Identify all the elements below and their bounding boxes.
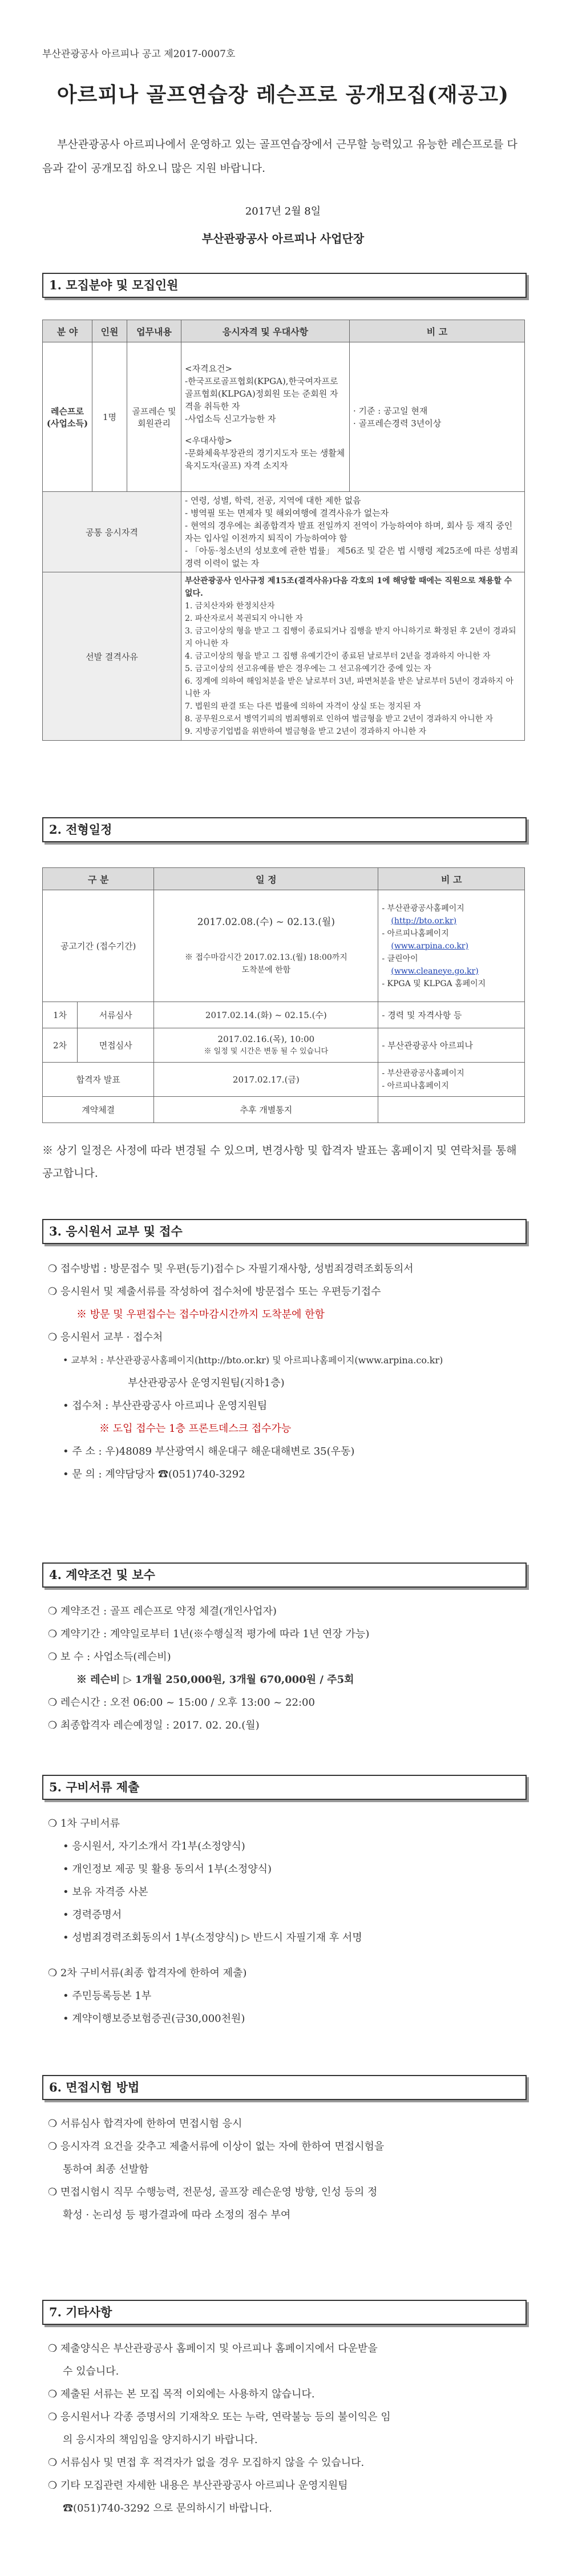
qualification-line: <자격요건> xyxy=(185,363,233,374)
schedule-footnote: ※ 상기 일정은 사정에 따라 변경될 수 있으며, 변경사항 및 합격자 발표는 홈페이지 및 연락처를 통해 공고합니다. xyxy=(42,1144,517,1180)
section-heading-documents: 5. 구비서류 제출 xyxy=(42,1775,527,1800)
table-row xyxy=(43,1097,525,1123)
qualification-line: <우대사항> xyxy=(185,435,233,446)
remark-line: - 아르피나홈페이지 xyxy=(382,928,449,938)
table-row xyxy=(43,342,525,492)
list-item: ❍ 2차 구비서류(최종 합격자에 한하여 제출) xyxy=(48,1967,247,1979)
remark-cell xyxy=(350,342,525,492)
schedule-date-cell xyxy=(154,890,378,1002)
list-item: • 문 의 : 계약담당자 ☎(051)740-3292 xyxy=(63,1468,245,1480)
section-heading-schedule: 2. 전형일정 xyxy=(42,817,527,842)
section-heading-application: 3. 응시원서 교부 및 접수 xyxy=(42,1219,527,1244)
common-qual-line: - 현역의 경우에는 최종합격자 발표 전일까지 전역이 가능하여야 하며, 회사 등 재직 중인 자는 입사일 이전까지 퇴직이 가능하여야 함 xyxy=(185,520,513,543)
recruitment-table xyxy=(42,320,525,741)
schedule-date-cell xyxy=(154,1028,378,1063)
remark-line: - 클린아이 xyxy=(382,954,418,963)
table-row xyxy=(43,492,525,572)
homepage-link[interactable]: (www.arpina.co.kr) xyxy=(391,941,468,951)
list-item: ❍ 서류심사 합격자에 한하여 면접시험 응시 xyxy=(48,2118,242,2130)
schedule-table xyxy=(42,867,525,1123)
list-item: ❍ 제출된 서류는 본 모집 목적 이외에는 사용하지 않습니다. xyxy=(48,2388,315,2400)
schedule-date: 2017.02.08.(수) ~ 02.13.(월) xyxy=(197,916,335,928)
list-item: • 접수처 : 부산관광공사 아르피나 운영지원팀 xyxy=(63,1400,268,1412)
schedule-label: 합격자 발표 xyxy=(43,1063,154,1097)
section-heading-contract: 4. 계약조건 및 보수 xyxy=(42,1562,527,1588)
schedule-label: 계약체결 xyxy=(43,1097,154,1123)
section-heading-recruitment: 1. 모집분야 및 모집인원 xyxy=(42,273,527,298)
disq-line: 5. 금고이상의 선고유예를 받은 경우에는 그 선고유예기간 중에 있는 자 xyxy=(185,664,432,673)
list-note: ※ 방문 및 우편접수는 접수마감시간까지 도착분에 한함 xyxy=(76,1309,325,1321)
field-cell: 레슨프로 (사업소득) xyxy=(43,342,92,492)
homepage-link[interactable]: (www.cleaneye.go.kr) xyxy=(391,966,479,976)
homepage-link[interactable]: (http://bto.or.kr) xyxy=(391,916,457,926)
list-item: ❍ 계약조건 : 골프 레슨프로 약정 체결(개인사업자) xyxy=(48,1605,277,1617)
schedule-note: ※ 접수마감시간 2017.02.13.(월) 18:00까지 xyxy=(184,952,347,962)
col-header: 응시자격 및 우대사항 xyxy=(181,320,350,342)
list-item: ❍ 접수방법 : 방문접수 및 우편(등기)접수 ▷ 자필기재사항, 성범죄경력조회동의서 xyxy=(48,1263,414,1275)
stage-number: 1차 xyxy=(43,1002,78,1028)
common-qual-label: 공통 응시자격 xyxy=(43,492,181,572)
list-item: ❍ 보 수 : 사업소득(레슨비) xyxy=(48,1651,171,1663)
remark-line: - KPGA 및 KLPGA 홈페이지 xyxy=(382,979,486,988)
remark-line: · 기준 : 공고일 현재 xyxy=(353,405,428,416)
list-item: ❍ 기타 모집관련 자세한 내용은 부산관광공사 아르피나 운영지원팀 xyxy=(48,2480,348,2492)
remark-line: - 부산관광공사홈페이지 xyxy=(382,903,464,913)
list-item: • 개인정보 제공 및 활용 동의서 1부(소정양식) xyxy=(63,1863,272,1875)
duty-cell: 골프레슨 및 회원관리 xyxy=(127,342,181,492)
col-header: 업무내용 xyxy=(127,320,181,342)
issuing-organization: 부산관광공사 아르피나 사업단장 xyxy=(201,232,365,245)
common-qual-line: - 연령, 성별, 학력, 전공, 지역에 대한 제한 없음 xyxy=(185,495,361,506)
qualification-line: -문화체육부장관의 경기지도자 또는 생활체육지도자(골프) 자격 소지자 xyxy=(185,447,345,471)
list-item: ❍ 최종합격자 레슨예정일 : 2017. 02. 20.(월) xyxy=(48,1719,260,1731)
list-item: • 주 소 : 우)48089 부산광역시 해운대구 해운대해변로 35(우동) xyxy=(63,1446,355,1457)
list-item: • 보유 자격증 사본 xyxy=(63,1886,148,1898)
contract-list xyxy=(42,1600,527,1737)
schedule-remark xyxy=(378,1097,525,1123)
interview-list xyxy=(42,2113,527,2227)
list-item: • 응시원서, 자기소개서 각1부(소정양식) xyxy=(63,1840,245,1852)
table-row xyxy=(43,1002,525,1028)
qualification-line: -한국프로골프협회(KPGA),한국여자프로골프협회(KLPGA)정회원 또는 준회원 자격을 취득한 자 xyxy=(185,376,338,411)
list-item: 수 있습니다. xyxy=(63,2365,119,2377)
table-row xyxy=(43,890,525,1002)
col-header: 비 고 xyxy=(378,868,525,890)
disq-line: 4. 금고이상의 형을 받고 그 집행 유예기간이 종료된 날로부터 2년을 경과하지 아니한 자 xyxy=(185,652,491,661)
disq-line: 부산관광공사 인사규정 제15조(결격사유)다음 각호의 1에 해당할 때에는 직원으로 채용할 수 없다. xyxy=(185,576,512,598)
qualification-cell xyxy=(181,342,350,492)
table-row xyxy=(43,1063,525,1097)
schedule-date: 2017.02.17.(금) xyxy=(154,1063,378,1097)
list-item: • 주민등록등본 1부 xyxy=(63,1990,152,2002)
table-row xyxy=(43,1028,525,1063)
document-number: 부산관광공사 아르피나 공고 제2017-0007호 xyxy=(42,49,236,60)
schedule-date: 2017.02.14.(화) ~ 02.15.(수) xyxy=(154,1002,378,1028)
list-item: • 교부처 : 부산관광공사홈페이지(http://bto.or.kr) 및 아르피나홈페이지(www.arpina.co.kr) xyxy=(63,1355,443,1366)
list-item: 통하여 최종 선발함 xyxy=(63,2163,149,2175)
documents-list xyxy=(42,1812,527,2030)
count-cell: 1명 xyxy=(92,342,127,492)
col-header: 구 분 xyxy=(43,868,154,890)
schedule-remark: - 경력 및 자격사항 등 xyxy=(378,1002,525,1028)
list-item: 부산관광공사 운영지원팀(지하1층) xyxy=(128,1377,285,1389)
common-qual-cell xyxy=(181,492,525,572)
schedule-remark-cell xyxy=(378,890,525,1002)
col-header: 분 야 xyxy=(43,320,92,342)
disq-line: 2. 파산자로서 복권되지 아니한 자 xyxy=(185,614,303,623)
list-item: ❍ 면접시험시 직무 수행능력, 전문성, 골프장 레슨운영 방향, 인성 등의 정 xyxy=(48,2186,378,2198)
schedule-date: 추후 개별통지 xyxy=(154,1097,378,1123)
schedule-label: 서류심사 xyxy=(78,1002,154,1028)
application-list xyxy=(42,1258,527,1486)
common-qual-line: - 「아동·청소년의 성보호에 관한 법률」 제56조 및 같은 법 시행령 제25조에 따른 성범죄경력 이력이 없는 자 xyxy=(185,546,519,568)
disq-line: 1. 금치산자와 한정치산자 xyxy=(185,601,275,611)
list-item: ❍ 제출양식은 부산관광공사 홈페이지 및 아르피나 홈페이지에서 다운받을 xyxy=(48,2343,378,2355)
schedule-note: 도착분에 한함 xyxy=(241,965,291,975)
list-item: ❍ 계약기간 : 계약일로부터 1년(※수행실적 평가에 따라 1년 연장 가능) xyxy=(48,1628,370,1640)
list-item: ❍ 응시원서 교부 · 접수처 xyxy=(48,1331,163,1343)
disq-line: 7. 법원의 판결 또는 다른 법률에 의하여 자격이 상실 또는 정지된 자 xyxy=(185,702,421,711)
table-header-row xyxy=(43,320,525,342)
col-header: 비 고 xyxy=(350,320,525,342)
schedule-remark: - 부산관광공사 아르피나 xyxy=(378,1028,525,1063)
disq-line: 9. 지방공기업법을 위반하여 벌금형을 받고 2년이 경과하지 아니한 자 xyxy=(185,727,427,736)
section-heading-misc: 7. 기타사항 xyxy=(42,2300,527,2325)
schedule-remark-cell xyxy=(378,1063,525,1097)
disq-line: 8. 공무원으로서 병역기피의 범죄행위로 인하여 벌금형을 받고 2년이 경과하지 아니한 자 xyxy=(185,714,494,724)
list-item: ❍ 응시자격 요건을 갖추고 제출서류에 이상이 없는 자에 한하여 면접시험을 xyxy=(48,2141,385,2153)
disqualification-label: 선발 결격사유 xyxy=(43,572,181,741)
list-item: ❍ 응시원서나 각종 증명서의 기재착오 또는 누락, 연락불능 등의 불이익은 임 xyxy=(48,2411,391,2423)
list-item: • 계약이행보증보험증권(금30,000천원) xyxy=(63,2013,245,2025)
list-item: • 성범죄경력조회동의서 1부(소정양식) ▷ 반드시 자필기재 후 서명 xyxy=(63,1932,362,1944)
list-item: 확성 · 논리성 등 평가결과에 따라 소정의 점수 부여 xyxy=(63,2209,291,2221)
disq-line: 3. 금고이상의 형을 받고 그 집행이 종료되거나 집행을 받지 아니하기로 확정된 후 2년이 경과되지 아니한 자 xyxy=(185,627,516,648)
misc-list xyxy=(42,2337,527,2520)
intro-paragraph: 부산관광공사 아르피나에서 운영하고 있는 골프연습장에서 근무할 능력있고 유능한 레슨프로를 다음과 같이 공개모집 하오니 많은 지원 바랍니다. xyxy=(42,138,518,175)
list-item: ❍ 1차 구비서류 xyxy=(48,1818,120,1830)
schedule-note: ※ 일정 및 시간은 변동 될 수 있습니다 xyxy=(204,1047,329,1056)
schedule-label: 공고기간 (접수기간) xyxy=(43,890,154,1002)
disqualification-cell xyxy=(181,572,525,741)
col-header: 일 정 xyxy=(154,868,378,890)
remark-line: - 아르피나홈페이지 xyxy=(382,1081,449,1091)
stage-number: 2차 xyxy=(43,1028,78,1063)
disq-line: 6. 징계에 의하여 해임처분을 받은 날로부터 3년, 파면처분을 받은 날로부터 5년이 경과하지 아니한 자 xyxy=(185,677,514,698)
page-title: 아르피나 골프연습장 레슨프로 공개모집(재공고) xyxy=(56,83,510,107)
schedule-label: 면접심사 xyxy=(78,1028,154,1063)
qualification-line: -사업소득 신고가능한 자 xyxy=(185,413,276,424)
list-item: ☎(051)740-3292 으로 문의하시기 바랍니다. xyxy=(63,2502,272,2514)
remark-line: - 부산관광공사홈페이지 xyxy=(382,1068,464,1078)
list-item: ❍ 서류심사 및 면접 후 적격자가 없을 경우 모집하지 않을 수 있습니다. xyxy=(48,2457,365,2469)
table-header-row xyxy=(43,868,525,890)
section-heading-interview: 6. 면접시험 방법 xyxy=(42,2075,527,2100)
common-qual-line: - 병역필 또는 면제자 및 해외여행에 결격사유가 없는자 xyxy=(185,508,389,518)
table-row xyxy=(43,572,525,741)
schedule-date: 2017.02.16.(목), 10:00 xyxy=(217,1033,315,1044)
notice-date: 2017년 2월 8일 xyxy=(245,205,321,217)
remark-line: · 골프레슨경력 3년이상 xyxy=(353,418,442,429)
col-header: 인원 xyxy=(92,320,127,342)
lesson-fee: ※ 레슨비 ▷ 1개월 250,000원, 3개월 670,000원 / 주5회 xyxy=(76,1674,354,1686)
list-item: • 경력증명서 xyxy=(63,1909,122,1921)
list-item: 의 응시자의 책임임을 양지하시기 바랍니다. xyxy=(63,2434,258,2446)
list-note: ※ 도입 접수는 1층 프론트데스크 접수가능 xyxy=(99,1423,292,1435)
list-item: ❍ 레슨시간 : 오전 06:00 ~ 15:00 / 오후 13:00 ~ 22:00 xyxy=(48,1697,315,1709)
list-item: ❍ 응시원서 및 제출서류를 작성하여 접수처에 방문접수 또는 우편등기접수 xyxy=(48,1286,381,1298)
